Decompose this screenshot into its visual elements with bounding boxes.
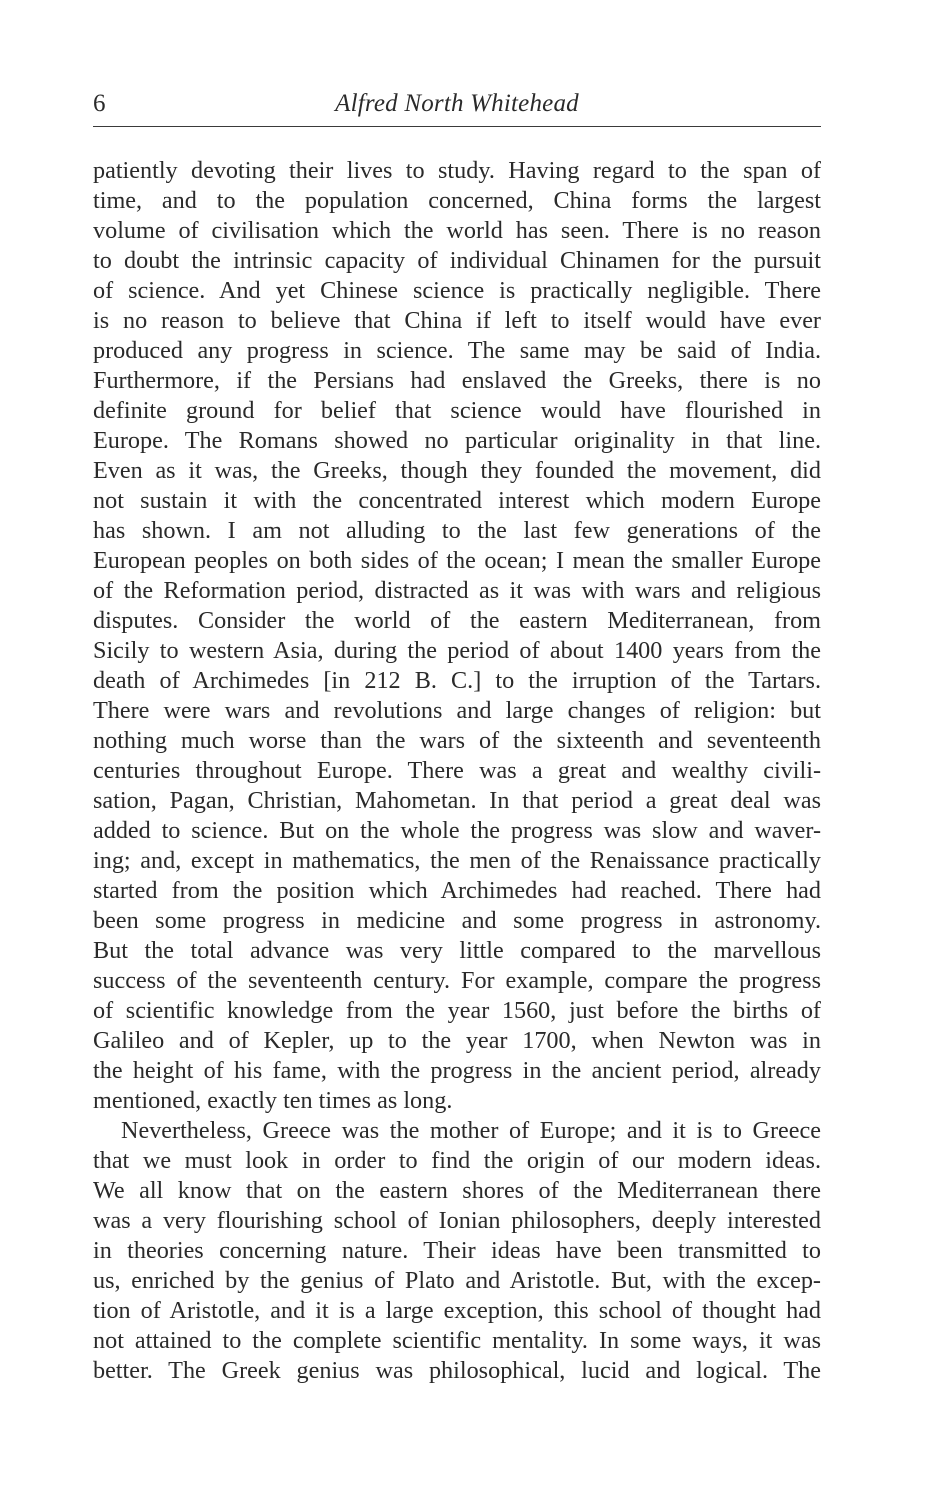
text-line: patiently devoting their lives to study. Having regard to the span of bbox=[93, 157, 821, 184]
text-line: of science. And yet Chinese science is practically negligible. There bbox=[93, 277, 821, 304]
text-line: definite ground for belief that science would have flourished in bbox=[93, 397, 821, 424]
text-line: sation, Pagan, Christian, Mahometan. In that period a great deal was bbox=[93, 787, 821, 814]
paragraph bbox=[93, 156, 821, 1116]
text-line: Nevertheless, Greece was the mother of Europe; and it is to Greece bbox=[121, 1117, 821, 1144]
text-line: disputes. Consider the world of the eastern Mediterranean, from bbox=[93, 607, 821, 634]
text-line: started from the position which Archimedes had reached. There had bbox=[93, 877, 821, 904]
text-line: death of Archimedes [in 212 B. C.] to the irruption of the Tartars. bbox=[93, 667, 821, 694]
text-line: We all know that on the eastern shores of the Mediterranean there bbox=[93, 1177, 821, 1204]
text-line: of scientific knowledge from the year 1560, just before the births of bbox=[93, 997, 821, 1024]
text-line: better. The Greek genius was philosophical, lucid and logical. The bbox=[93, 1357, 821, 1384]
text-line: Sicily to western Asia, during the period of about 1400 years from the bbox=[93, 637, 821, 664]
text-line: ing; and, except in mathematics, the men of the Renaissance practically bbox=[93, 847, 821, 874]
text-line: is no reason to believe that China if left to itself would have ever bbox=[93, 307, 821, 334]
text-line: centuries throughout Europe. There was a great and wealthy civili- bbox=[93, 757, 821, 784]
body-text bbox=[93, 156, 821, 1386]
header-rule bbox=[93, 126, 821, 127]
text-line: time, and to the population concerned, China forms the largest bbox=[93, 187, 821, 214]
paragraph bbox=[93, 1116, 821, 1386]
running-title: Alfred North Whitehead bbox=[335, 90, 579, 117]
text-line: that we must look in order to find the origin of our modern ideas. bbox=[93, 1147, 821, 1174]
text-line: not attained to the complete scientific mentality. In some ways, it was bbox=[93, 1327, 821, 1354]
text-line: to doubt the intrinsic capacity of individual Chinamen for the pursuit bbox=[93, 247, 821, 274]
text-line: not sustain it with the concentrated interest which modern Europe bbox=[93, 487, 821, 514]
text-line: European peoples on both sides of the ocean; I mean the smaller Europe bbox=[93, 547, 821, 574]
text-line: But the total advance was very little compared to the marvellous bbox=[93, 937, 821, 964]
text-line: the height of his fame, with the progress in the ancient period, already bbox=[93, 1057, 821, 1084]
text-line: Furthermore, if the Persians had enslaved the Greeks, there is no bbox=[93, 367, 821, 394]
text-line: There were wars and revolutions and large changes of religion: but bbox=[93, 697, 821, 724]
text-line: Even as it was, the Greeks, though they founded the movement, did bbox=[93, 457, 821, 484]
text-line: volume of civilisation which the world has seen. There is no reason bbox=[93, 217, 821, 244]
text-line: added to science. But on the whole the progress was slow and waver- bbox=[93, 817, 821, 844]
text-line: was a very flourishing school of Ionian philosophers, deeply interested bbox=[93, 1207, 821, 1234]
text-line: has shown. I am not alluding to the last few generations of the bbox=[93, 517, 821, 544]
text-line: of the Reformation period, distracted as it was with wars and religious bbox=[93, 577, 821, 604]
text-line: mentioned, exactly ten times as long. bbox=[93, 1087, 453, 1114]
running-head bbox=[93, 86, 821, 126]
text-line: Europe. The Romans showed no particular originality in that line. bbox=[93, 427, 821, 454]
text-line: us, enriched by the genius of Plato and Aristotle. But, with the excep- bbox=[93, 1267, 821, 1294]
text-line: success of the seventeenth century. For example, compare the progress bbox=[93, 967, 821, 994]
page-number: 6 bbox=[93, 90, 106, 117]
text-line: in theories concerning nature. Their ideas have been transmitted to bbox=[93, 1237, 821, 1264]
text-line: tion of Aristotle, and it is a large exception, this school of thought had bbox=[93, 1297, 821, 1324]
text-line: produced any progress in science. The same may be said of India. bbox=[93, 337, 821, 364]
text-line: been some progress in medicine and some progress in astronomy. bbox=[93, 907, 821, 934]
text-line: nothing much worse than the wars of the sixteenth and seventeenth bbox=[93, 727, 821, 754]
text-line: Galileo and of Kepler, up to the year 1700, when Newton was in bbox=[93, 1027, 821, 1054]
